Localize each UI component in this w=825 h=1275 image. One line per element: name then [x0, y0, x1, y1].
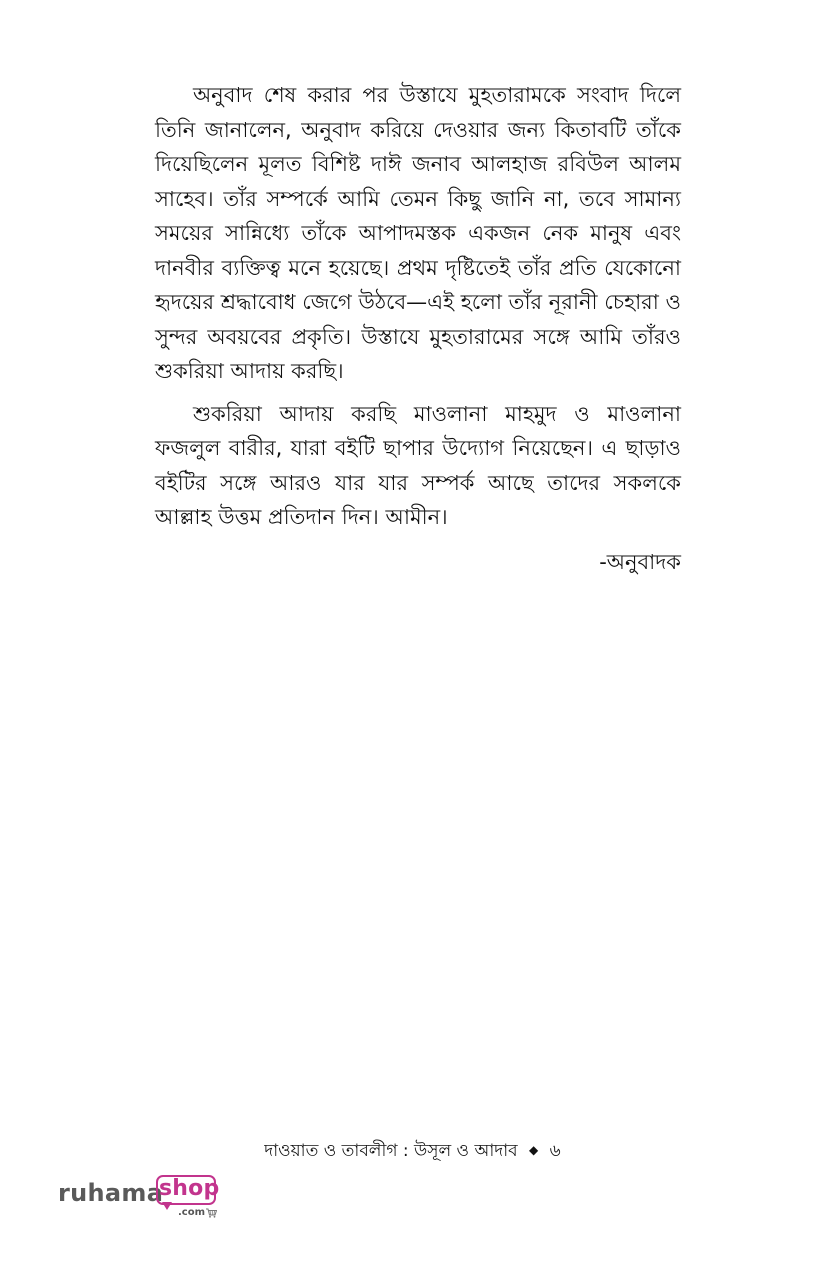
logo-domain: .com	[178, 1207, 206, 1218]
paragraph-acknowledgement-2: শুকরিয়া আদায় করছি মাওলানা মাহমুদ ও মাওলানা ফজলুল বারীর, যারা বইটি ছাপার উদ্যোগ নিয়েছেন। এ ছাড়াও বইটির সঙ্গে আরও যার যার সম্পর্ক আছে তাদের সকলকে আল্লাহ উত্তম প্রতিদান দিন। আমীন।	[155, 401, 681, 529]
diamond-separator-icon: ◆	[529, 1143, 539, 1157]
logo-brand-right: shop	[159, 1176, 220, 1201]
footer-book-title: দাওয়াত ও তাবলীগ : উসূল ও আদাব	[264, 1141, 518, 1161]
cart-icon	[206, 1208, 217, 1218]
speech-bubble-tail-icon	[162, 1202, 172, 1210]
paragraph-acknowledgement-1: অনুবাদ শেষ করার পর উস্তাযে মুহতারামকে সংবাদ দিলে তিনি জানালেন, অনুবাদ করিয়ে দেওয়ার জন্য কিতাবটি তাঁকে দিয়েছিলেন মূলত বিশিষ্ট দাঈ জনাব আলহাজ রবিউল আলম সাহেব। তাঁর সম্পর্কে আমি তেমন কিছু জানি না, তবে সামান্য সময়ের সান্নিধ্যে তাঁকে আপাদমস্তক একজন নেক মানুষ এবং দানবীর ব্যক্তিত্ব মনে হয়েছে। প্রথম দৃষ্টিতেই তাঁর প্রতি যেকোনো হৃদয়ের শ্রদ্ধাবোধ জেগে উঠবে—এই হলো তাঁর নূরানী চেহারা ও সুন্দর অবয়বের প্রকৃতি। উস্তাযে মুহতারামের সঙ্গে আমি তাঁরও শুকরিয়া আদায় করছি।	[155, 83, 681, 383]
translator-signature: -অনুবাদক	[599, 549, 681, 574]
logo-brand-left: ruhama	[58, 1179, 164, 1207]
page-number: ৬	[549, 1141, 561, 1161]
running-footer	[0, 1136, 825, 1165]
ruhamashop-logo	[58, 1175, 228, 1223]
page-body	[155, 78, 681, 579]
